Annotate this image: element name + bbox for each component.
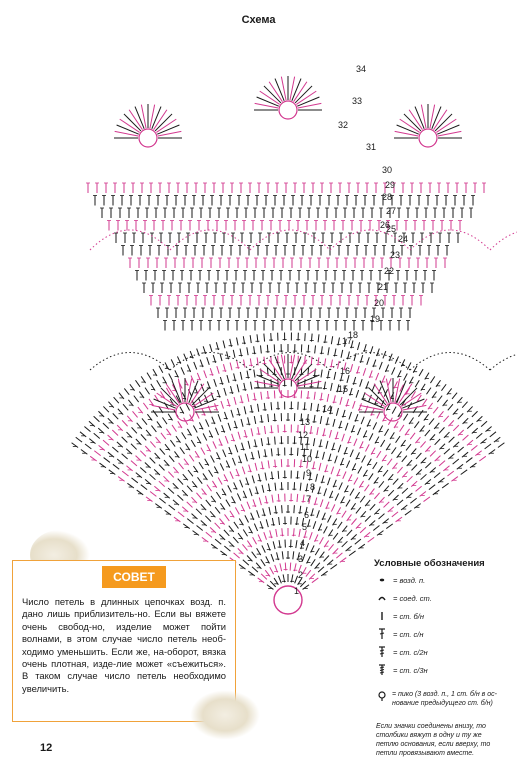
row-number-labels (294, 64, 408, 596)
legend-item-label: = ст. с/н (393, 629, 424, 639)
slip-stitch-icon (376, 592, 388, 604)
legend-item (376, 592, 432, 604)
row-number-label: 15 (338, 384, 349, 394)
row-number-label: 34 (356, 64, 367, 74)
single-crochet-icon (376, 610, 388, 622)
row-number-label: 27 (386, 206, 397, 216)
row-number-label: 17 (342, 336, 353, 346)
row-number-label: 26 (380, 220, 391, 230)
row-number-label: 18 (348, 330, 359, 340)
row-number-label: 6 (304, 510, 310, 520)
legend-item-label: = ст. б/н (393, 611, 424, 621)
row-number-label: 11 (300, 442, 310, 452)
row-number-label: 20 (374, 298, 385, 308)
row-number-label: 5 (302, 522, 308, 532)
legend-item-label: = возд. п. (393, 575, 426, 585)
row-number-label: 22 (384, 266, 395, 276)
flower-decoration-icon (190, 690, 260, 740)
page-number: 12 (40, 742, 53, 754)
tip-badge: СОВЕТ (102, 566, 166, 588)
picot-icon (376, 690, 388, 708)
row-number-label: 33 (352, 96, 363, 106)
legend-item-label: = пико (3 возд. п., 1 ст. б/н в ос-нование предыдущего ст. б/н) (392, 691, 498, 707)
row-number-label: 24 (398, 234, 409, 244)
chain-stitch-icon (376, 574, 388, 586)
triple-treble-icon (376, 664, 388, 676)
legend-item-label: = ст. с/2н (393, 647, 428, 657)
row-number-label: 10 (302, 454, 313, 464)
legend-item-label: = ст. с/3н (393, 665, 428, 675)
row-number-label: 4 (300, 538, 306, 548)
treble-crochet-icon (376, 646, 388, 658)
scheme-stitch-lines (72, 76, 517, 614)
row-number-label: 31 (366, 142, 377, 152)
legend-item-picot (376, 690, 506, 708)
legend-item-label: = соед. ст. (393, 593, 432, 603)
row-number-label: 29 (385, 180, 396, 190)
legend-item (376, 664, 428, 676)
row-number-label: 32 (338, 120, 349, 130)
row-number-label: 30 (382, 165, 393, 175)
double-crochet-icon (376, 628, 388, 640)
row-number-label: 19 (370, 314, 381, 324)
row-number-label: 8 (310, 482, 316, 492)
legend-item (376, 574, 425, 586)
legend-item (376, 628, 424, 640)
row-number-label: 14 (322, 404, 333, 414)
crochet-scheme (60, 30, 517, 630)
row-number-label: 28 (382, 192, 393, 202)
row-number-label: 1 (294, 586, 300, 596)
row-number-label: 12 (298, 430, 309, 440)
row-number-label: 7 (306, 494, 312, 504)
row-number-label: 13 (300, 417, 311, 427)
row-number-label: 23 (390, 250, 401, 260)
page-title: Схема (241, 14, 276, 26)
legend-item (376, 646, 428, 658)
legend-item (376, 610, 424, 622)
row-number-label: 9 (306, 468, 312, 478)
row-number-label: 16 (340, 366, 351, 376)
legend-title: Условные обозначения (374, 558, 485, 569)
row-number-label: 2 (298, 570, 304, 580)
row-number-label: 3 (298, 554, 304, 564)
row-number-label: 25 (386, 224, 397, 234)
tip-text: Число петель в длинных цепочках возд. п. дано лишь приблизитель-но. Если вы вяжете очень свобод-но, изделие может пойти волнами, в этом случае число петель необ-ходимо уменьшить. Если же, на-оборот, вязка очень плотная, изде-лие может «съежиться». В таком случае число петель необходимо увеличить. (22, 596, 226, 694)
legend-note: Если значки соединены внизу, то столбики вяжут в одну и ту же петлю основания, если вверху, то петли провязывают вместе. (376, 723, 491, 757)
row-number-label: 21 (378, 282, 389, 292)
